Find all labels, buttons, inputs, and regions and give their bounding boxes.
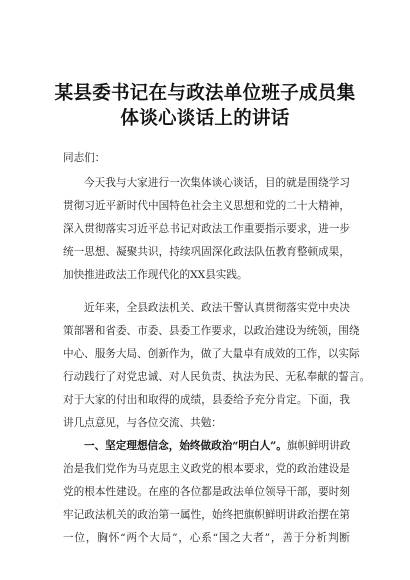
paragraph-1-line-5: 加快推进政法工作现代化的XX县实践。 (63, 269, 248, 281)
paragraph-2-line-5: 对于大家的付出和取得的成绩，县委给予充分肯定。下面，我 (63, 394, 350, 406)
paragraph-2-line-4: 行动践行了对党忠诚、对人民负责、执法为民、无私奉献的誓言。 (63, 371, 371, 383)
paragraph-3-line-1 (84, 439, 350, 453)
paragraph-1-line-4: 统一思想、凝聚共识，持续巩固深化政法队伍教育整顿成果， (63, 246, 350, 258)
document-title-line-2: 体谈心谈话上的讲话 (120, 108, 290, 129)
paragraph-3-line-5: 一位，胸怀“两个大局”，心系“国之大者”，善于分析判断 (63, 532, 350, 544)
paragraph-2-line-6: 讲几点意见，与各位交流、共勉： (63, 417, 222, 429)
salutation: 同志们： (63, 152, 106, 164)
paragraph-3-line-1-text: 旗帜鲜明讲政 (286, 440, 351, 452)
paragraph-2-line-2: 策部署和省委、市委、县委工作要求，以政治建设为统领，围绕 (63, 325, 360, 337)
paragraph-2-line-3: 中心、服务大局、创新作为，做了大量卓有成效的工作，以实际 (63, 348, 360, 360)
paragraph-3-line-3: 党的根本性建设。在座的各位都是政法单位领导干部，要时刻 (63, 486, 350, 498)
paragraph-2-line-1: 近年来，全县政法机关、政法干警认真贯彻落实党中央决 (84, 302, 350, 314)
paragraph-1-line-3: 深入贯彻落实习近平总书记对政法工作重要指示要求，进一步 (63, 223, 350, 235)
paragraph-1-line-2: 贯彻习近平新时代中国特色社会主义思想和党的二十大精神， (63, 200, 350, 212)
paragraph-1-line-1: 今天我与大家进行一次集体谈心谈话，目的就是围绕学习 (84, 177, 350, 189)
paragraph-3-line-2: 治是我们党作为马克思主义政党的根本要求，党的政治建设是 (63, 463, 350, 475)
section-heading-1: 一、坚定理想信念，始终做政治“明白人”。 (84, 440, 287, 452)
paragraph-3-line-4: 牢记政法机关的政治第一属性，始终把旗帜鲜明讲政治摆在第 (63, 509, 350, 521)
document-title-line-1: 某县委书记在与政法单位班子成员集 (54, 83, 356, 104)
